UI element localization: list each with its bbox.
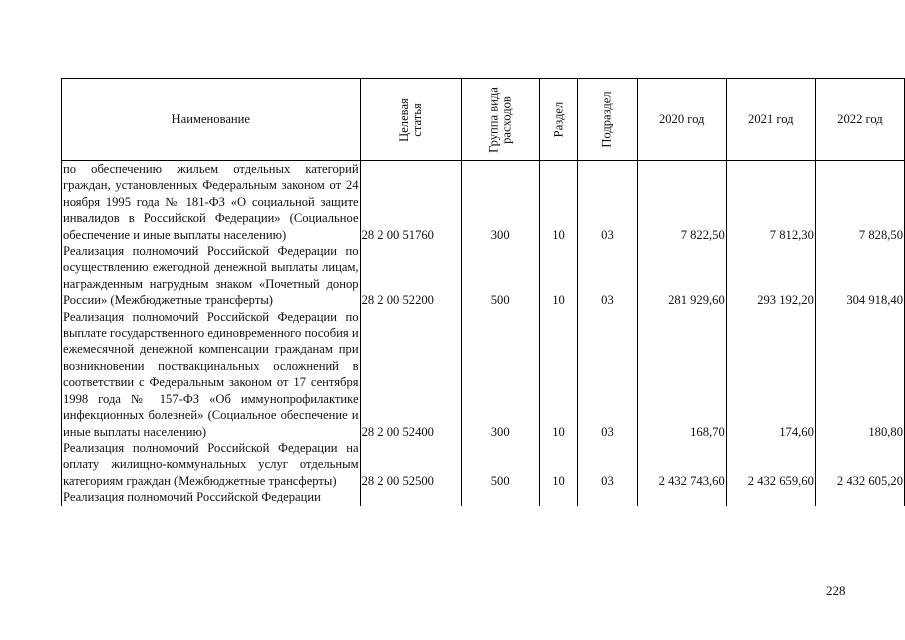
row-code: 28 2 00 51760 [360,161,461,244]
table-row [62,243,905,309]
row-code: 28 2 00 52200 [360,243,461,309]
header-year-2022: 2022 год [815,79,904,161]
header-subsection: Подраздел [578,79,637,161]
row-2022: 7 828,50 [815,161,904,244]
row-group: 300 [461,309,539,440]
row-2022: 180,80 [815,309,904,440]
row-description: по обеспечению жильем отдельных категорий граждан, установленных Федеральным законом от 24 ноября 1995 года № 181-ФЗ «О социальной защите инвалидов в Российской Федерации» (Социальное обеспечение и иные выплаты населению) [63,162,359,242]
header-expense-group: Группа вида расходов [461,79,539,161]
row-2020: 168,70 [637,309,726,440]
row-subsection: 03 [578,309,637,440]
table-row [62,440,905,489]
row-description: Реализация полномочий Российской Федерации на оплату жилищно-коммунальных услуг отдельным категориям граждан (Межбюджетные трансферты) [63,440,359,488]
row-2022: 2 432 605,20 [815,440,904,489]
header-section: Раздел [539,79,578,161]
row-group [461,489,539,505]
row-2022 [815,489,904,505]
row-subsection [578,489,637,505]
row-2020: 2 432 743,60 [637,440,726,489]
row-group: 300 [461,161,539,244]
row-description: Реализация полномочий Российской Федерации [62,489,361,505]
row-2021: 174,60 [726,309,815,440]
row-description: Реализация полномочий Российской Федерации по выплате государственного единовременного пособия и ежемесячной денежной компенсации гражданам при возникновении поствакцинальных осложнений в соответствии с Федеральным законом от 17 сентября 1998 года № 157-ФЗ «Об иммунопрофилактике инфекционных болезней» (Социальное обеспечение и иные выплаты населению) [63,309,359,439]
row-group: 500 [461,243,539,309]
row-code [360,489,461,505]
row-2021: 293 192,20 [726,243,815,309]
row-2020: 7 822,50 [637,161,726,244]
row-subsection: 03 [578,161,637,244]
row-2021: 7 812,30 [726,161,815,244]
row-code: 28 2 00 52500 [360,440,461,489]
budget-table [61,78,905,506]
row-code: 28 2 00 52400 [360,309,461,440]
header-year-2020: 2020 год [637,79,726,161]
row-section: 10 [539,440,578,489]
row-section: 10 [539,161,578,244]
row-section [539,489,578,505]
table-row [62,161,905,244]
table-header-row [62,79,905,161]
header-name: Наименование [62,79,361,161]
header-target-article: Целевая статья [360,79,461,161]
table-row [62,489,905,505]
row-description: Реализация полномочий Российской Федерации по осуществлению ежегодной денежной выплаты лицам, награжденным нагрудным знаком «Почетный донор России» (Межбюджетные трансферты) [63,244,359,308]
row-2020 [637,489,726,505]
row-subsection: 03 [578,440,637,489]
row-section: 10 [539,243,578,309]
row-section: 10 [539,309,578,440]
table-row [62,309,905,440]
header-year-2021: 2021 год [726,79,815,161]
page-number: 228 [826,583,846,598]
row-2021 [726,489,815,505]
row-2020: 281 929,60 [637,243,726,309]
row-subsection: 03 [578,243,637,309]
row-group: 500 [461,440,539,489]
row-2021: 2 432 659,60 [726,440,815,489]
row-2022: 304 918,40 [815,243,904,309]
